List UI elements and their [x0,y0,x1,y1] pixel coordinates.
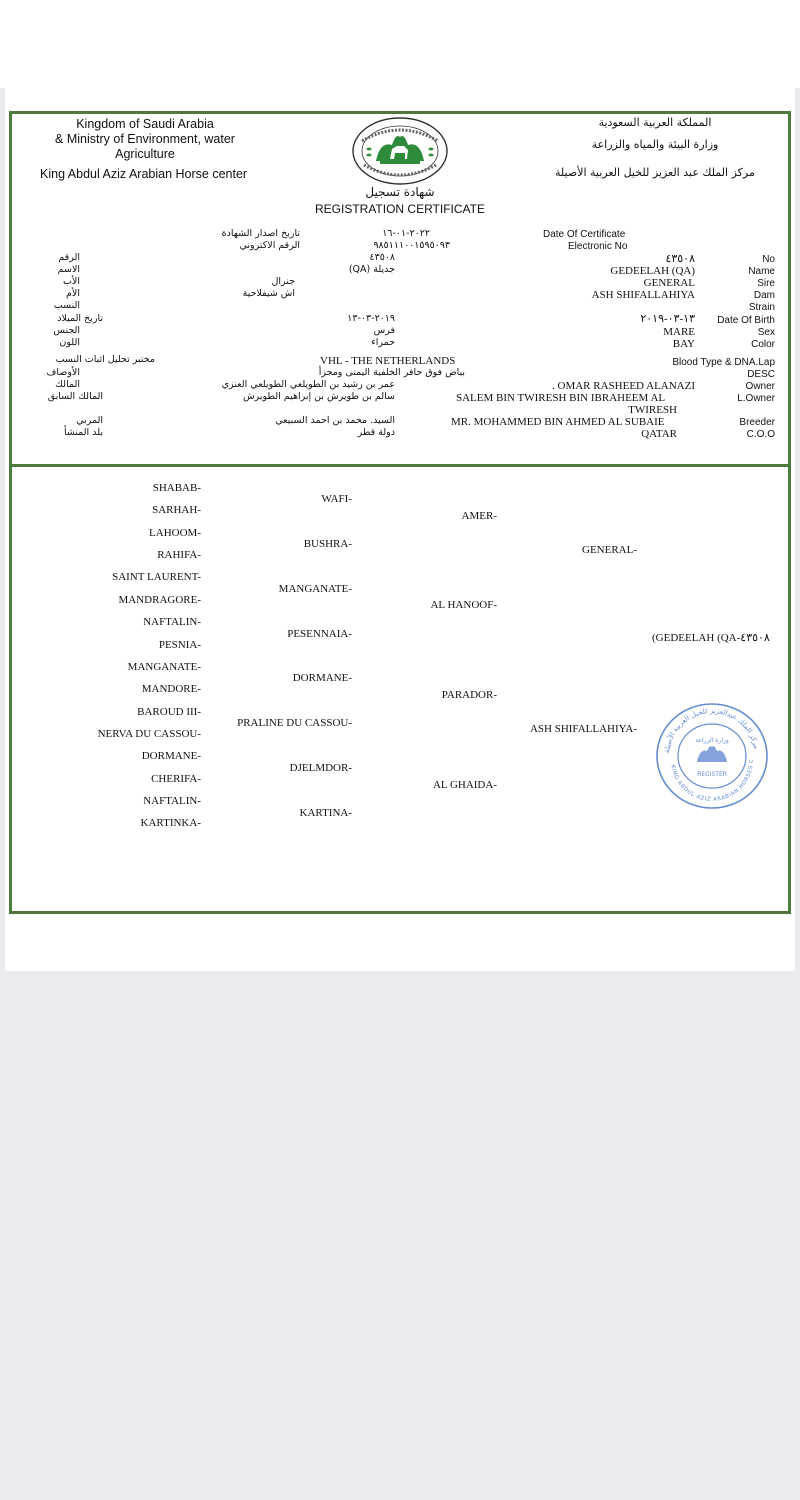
pedigree-gen3: BUSHRA- [303,538,352,550]
coo-en-value: QATAR [641,428,677,440]
sex-ar-label: الجنس [53,325,80,336]
cert-date-ar-label: تاريخ اصدار الشهادة [221,228,300,239]
registry-stamp [655,702,769,810]
lab-en-label: Blood Type & DNA.Lap [672,357,775,368]
no-ar-label: الرقم [58,252,80,263]
title-arabic: شهادة تسجيل [365,185,435,199]
no-ar-value: ٤٣٥٠٨ [369,252,395,263]
lab-value: VHL - THE NETHERLANDS [320,355,456,367]
breeder-ar-label: المربي [76,415,103,426]
electronic-no-en-label: Electronic No [568,241,628,252]
pedigree-gen3: WAFI- [321,493,352,505]
owner-ar-value: عمر بن رشيد بن الطويلعي الطويلعي العنزي [221,379,395,390]
pedigree-gen4: SARHAH- [152,504,201,516]
desc-en-label: DESC [747,369,775,380]
sire-ar-label: الأب [62,276,80,287]
coo-en-label: C.O.O [746,429,775,440]
owner-ar-label: المالك [55,379,80,390]
desc-ar-value: بياض فوق حافر الخلفية اليمنى ومجزأ [318,367,465,378]
coo-ar-value: دولة قطر [357,427,395,438]
header-left-line2: & Ministry of Environment, water [55,132,235,146]
header-right-line1: المملكة العربية السعودية [598,116,712,129]
color-ar-label: اللون [59,337,80,348]
l-owner-ar-value: سالم بن طويرش بن إبراهيم الطويرش [243,391,395,402]
dam-en-label: Dam [753,290,775,301]
header-right-center-name: مركز الملك عبد العزيز للخيل العربية الأصيلة [555,166,755,179]
cert-date-en-label: Date Of Certificate [543,229,626,240]
sex-en-label: Sex [757,327,775,338]
dob-ar-label: تاريخ الميلاد [57,313,103,324]
pedigree-gen3: PESENNAIA- [287,628,352,640]
pedigree-sire: GENERAL- [582,544,637,556]
header-left-center-name: King Abdul Aziz Arabian Horse center [40,167,248,181]
pedigree-gen4: MANGANATE- [127,661,201,673]
lab-ar-label: مختبر تحليل اثبات النسب [55,354,155,365]
pedigree-gen3: DORMANE- [292,672,352,684]
pedigree-gen4: LAHOOM- [149,527,201,539]
title-english: REGISTRATION CERTIFICATE [314,202,485,216]
pedigree-gen3: PRALINE DU CASSOU- [237,717,352,729]
no-en-label: No [762,254,775,265]
pedigree-gen3: DJELMDOR- [289,762,352,774]
name-ar-label: الاسم [57,264,80,275]
breeder-ar-value: السيد. محمد بن احمد السبيعي [275,415,395,426]
pedigree-grandparent: AL HANOOF- [430,599,497,611]
owner-en-value: OMAR RASHEED ALANAZI . [552,380,695,392]
sire-en-value: GENERAL [643,277,695,289]
pedigree-gen3: KARTINA- [299,807,352,819]
pedigree-gen4: MANDORE- [141,683,201,695]
name-en-value: GEDEELAH (QA) [610,265,695,277]
no-en-value: ٤٣٥٠٨ [665,253,695,265]
sex-en-value: MARE [663,326,695,338]
sire-ar-value: جنرال [271,276,295,287]
l-owner-en-value-line2: TWIRESH [628,404,677,416]
sex-ar-value: فرس [373,325,395,336]
top-bar [0,0,800,88]
desc-ar-label: الأوصاف [46,367,80,378]
stamp-center-ar: وزارة الزراعة [695,737,729,744]
pedigree-dam: ASH SHIFALLAHIYA- [529,723,637,735]
breeder-en-label: Breeder [739,417,775,428]
dam-ar-value: اش شيفلاحية [242,288,295,299]
name-ar-value: جديلة (QA) [348,264,395,275]
owner-en-label: Owner [745,381,775,392]
stamp-ring-text: مركز الملك عبدالعزيز للخيل العربية الأصيلة [663,707,761,754]
strain-ar-label: النسب [53,300,80,311]
pedigree-gen4: BAROUD III- [137,706,201,718]
l-owner-ar-label: المالك السابق [47,391,103,402]
pedigree-gen4: NAFTALIN- [143,616,201,628]
stamp-register: REGISTER [697,771,727,778]
dob-ar-value: ٢٠١٩-٠٣-١٣ [347,313,395,324]
dam-ar-label: الأم [66,288,80,299]
dob-en-label: Date Of Birth [717,315,775,326]
dam-en-value: ASH SHIFALLAHIYA [591,289,695,301]
pedigree-grandparent: PARADOR- [441,689,497,701]
l-owner-en-value-line1: SALEM BIN TWIRESH BIN IBRAHEEM AL [456,392,666,404]
color-ar-value: حمراء [371,337,395,348]
pedigree-gen4: SAINT LAURENT- [112,571,201,583]
pedigree-gen4: RAHIFA- [157,549,201,561]
l-owner-en-label: L.Owner [737,393,775,404]
pedigree-gen3: MANGANATE- [278,583,352,595]
header-left-line3: Agriculture [115,147,175,161]
pedigree-gen4: NERVA DU CASSOU- [97,728,201,740]
strain-en-label: Strain [748,302,775,313]
pedigree-grandparent: AL GHAIDA- [432,779,497,791]
electronic-no-ar-label: الرقم الاكتروني [239,240,300,251]
pedigree-grandparent: AMER- [461,510,497,522]
pedigree-gen4: SHABAB- [152,482,201,494]
ministry-logo [350,115,450,187]
dob-en-value: ١٣-٠٣-٢٠١٩ [640,313,695,325]
pedigree-gen4: KARTINKA- [140,817,201,829]
pedigree-gen4: DORMANE- [141,750,201,762]
name-en-label: Name [748,266,775,277]
pedigree-gen4: PESNIA- [158,639,201,651]
pedigree-subject: (GEDEELAH (QA-٤٣٥٠٨ [652,632,770,644]
sire-en-label: Sire [757,278,775,289]
pedigree-gen4: MANDRAGORE- [118,594,201,606]
electronic-no-value: ٩٨٥١١١٠٠١٥٩٥٠٩٣ [373,240,450,251]
pedigree-gen4: CHERIFA- [151,773,201,785]
header-right-line2: وزارة البيئة والمياه والزراعة [591,138,719,151]
coo-ar-label: بلد المنشأ [63,427,103,438]
header-left-line1: Kingdom of Saudi Arabia [76,117,214,131]
cert-date-value: ٢٠٢٢-٠١-١٦ [382,228,430,239]
breeder-en-value: MR. MOHAMMED BIN AHMED AL SUBAIE [451,416,665,428]
stamp-ring-en: KING ABDUL AZIZ ARABIAN HORSES C [669,758,756,804]
color-en-label: Color [751,339,775,350]
color-en-value: BAY [672,338,695,350]
pedigree-gen4: NAFTALIN- [143,795,201,807]
